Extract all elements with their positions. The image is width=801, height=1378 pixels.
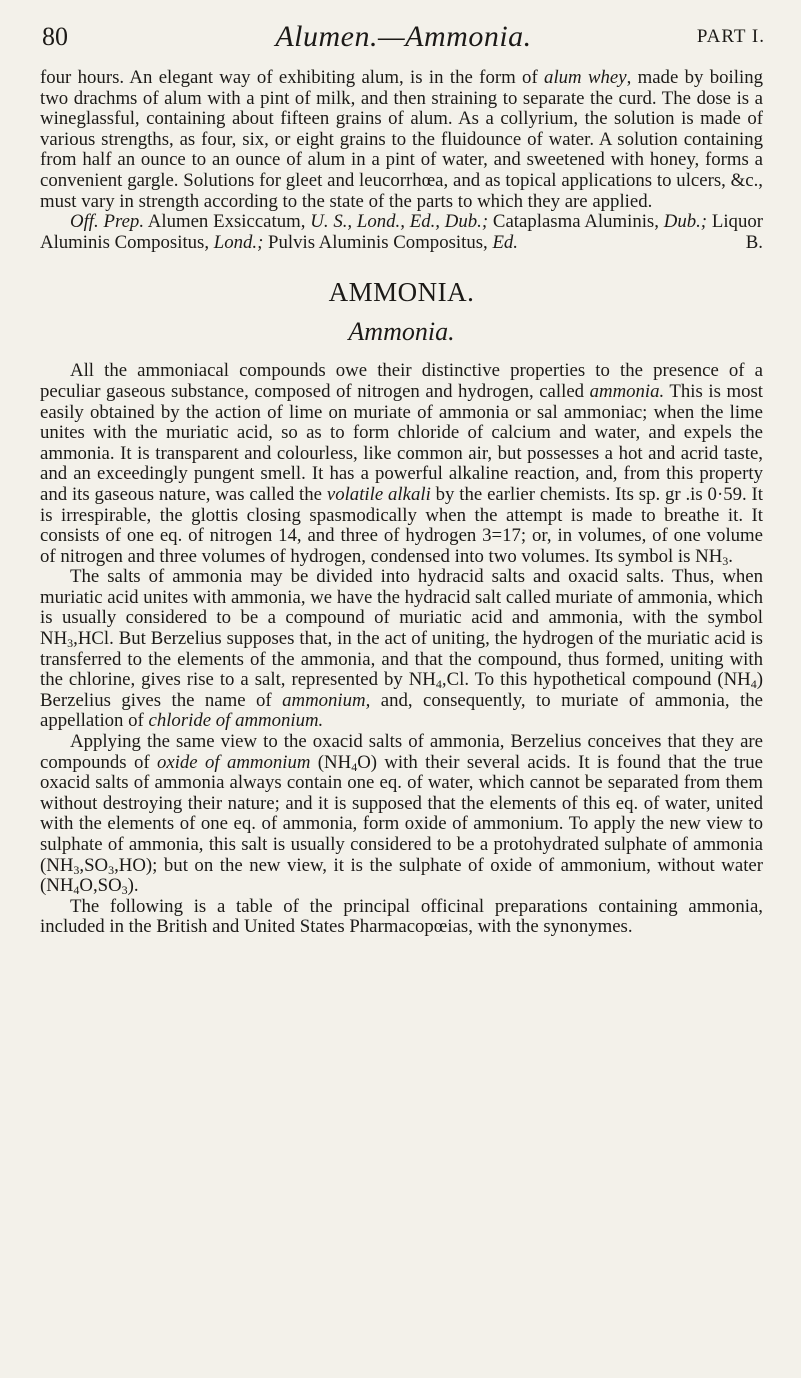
off-prep-label: Off. Prep. [70,211,145,233]
paragraph-ammonia-properties: All the ammoniacal compounds owe their distinctive properties to the presence of a peculiar gaseous substance, composed of nitrogen and hydrogen, called ammonia. This is most easily obtained by the action of lime on muriate of ammonia or sal ammoniac; when the lime unites with the muriatic acid, so as to form chloride of calcium and water, and expels the ammonia. It is transparent and colourless, like common air, but possesses a hot and acrid taste, and an exceedingly pungent smell. It has a powerful alkaline reaction, and, from this property and its gaseous nature, was called the volatile alkali by the earlier chemists. Its sp. gr .is 0·59. It is irrespirable, the glottis closing spasmodically when the attempt is made to breathe it. It consists of one eq. of nitrogen 14, and three of hydrogen 3=17; or, in volumes, of one volume of nitrogen and three volumes of hydrogen, condensed into two volumes. Its symbol is $NH_3$. [40,360,763,568]
term-ammonia: ammonia. [589,380,665,402]
term-chloride-of-ammonium: chloride of ammonium. [148,710,324,732]
officinal-preparations: Off. Prep. Alumen Exsiccatum, U. S., Lond., Ed., Dub.; Cataplasma Aluminis, Dub.; Liquor Aluminis Compositus, Lond.; Pulvis Aluminis Compositus, Ed. B. [40,211,763,253]
author-initial: B. [745,231,763,253]
paragraph-ammonia-salts: The salts of ammonia may be divided into hydracid salts and oxacid salts. Thus, when muriatic acid unites with ammonia, we have the hydracid salt called muriate of ammonia, which is usually considered to be a compound of muriatic acid and ammonia, with the symbol $NH_3,HCl$. But Berzelius supposes that, in the act of uniting, the hydrogen of the muriatic acid is transferred to the elements of the ammonia, and that the compound, thus formed, uniting with the chlorine, gives rise to a salt, represented by $NH_4,Cl$. To this hypothetical compound $(NH_4)$ Berzelius gives the name of ammonium, and, consequently, to muriate of ammonia, the appellation of chloride of ammonium. [40,566,763,732]
section-subheading: Ammonia. [348,317,455,347]
page-number: 80 [42,22,68,51]
section-heading: AMMONIA. [328,277,475,308]
paragraph-alum-whey: four hours. An elegant way of exhibiting alum, is in the form of alum whey, made by boiling two drachms of alum with a pint of milk, and then straining to separate the curd. The dose is a wineglassful, containing about fifteen grains of alum. As a collyrium, the solution is made of various strengths, as four, six, or eight grains to the fluidounce of water. A solution containing from half an ounce to an ounce of alum in a pint of water, and sweetened with honey, forms a convenient gargle. Solutions for gleet and leucorrhœa, and as topical applications to ulcers, &c., must vary in strength according to the state of the parts to which they are applied. [40,67,763,212]
term-ammonium: ammonium, [282,689,371,711]
term-alum-whey: alum whey [544,67,627,88]
paragraph-table-intro: The following is a table of the principal officinal preparations containing ammonia, included in the British and United States Pharmacopœias, with the synonymes. [40,895,763,938]
body-text [40,68,763,938]
paragraph-oxacid-salts: Applying the same view to the oxacid salts of ammonia, Berzelius conceives that they are compounds of oxide of ammonium $(NH_4O)$ with their several acids. It is found that the true oxacid salts of ammonia always contain one eq. of water, which cannot be separated from them without destroying their nature; and it is supposed that the elements of this eq. of water, united with the elements of one eq. of ammonia, form oxide of ammonium. To apply the new view to sulphate of ammonia, this salt is usually considered to be a protohydrated sulphate of ammonia $(NH_3,SO_3,HO)$; but on the new view, it is the sulphate of oxide of ammonium, without water $(NH_4O,SO_3)$. [40,731,763,898]
term-volatile-alkali: volatile alkali [326,483,431,505]
part-label: PART I. [696,26,765,47]
term-oxide-of-ammonium: oxide of ammonium [156,751,311,773]
running-title: Alumen.—Ammonia. [275,20,532,53]
running-head [42,20,765,60]
